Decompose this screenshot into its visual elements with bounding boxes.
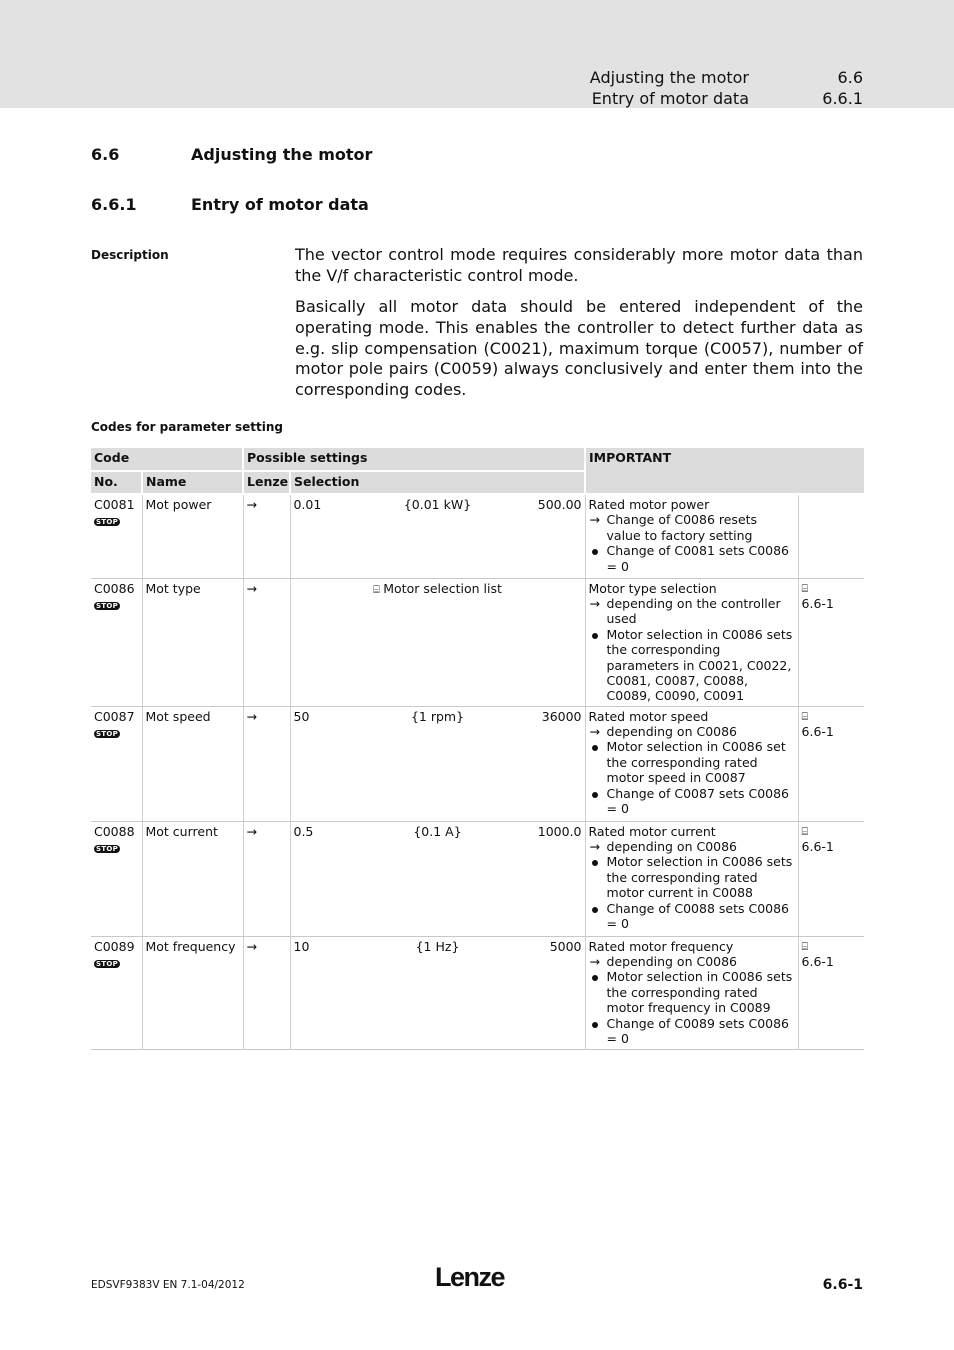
cell-name: Mot power [142,494,243,578]
cell-selection [290,494,585,578]
cell-reference [798,706,864,821]
header-section-title: Entry of motor data [591,89,749,108]
header-chapter-number: 6.6 [837,68,863,87]
description-label: Description [91,248,169,262]
note-item [589,901,795,932]
important-title: Rated motor frequency [588,938,734,954]
cell-code-no [91,494,142,578]
bullet-icon [590,543,604,558]
note-item [589,854,795,900]
note-text: depending on the controller used [606,595,781,627]
note-item [589,543,795,574]
section-number: 6.6 [91,145,120,164]
note-item [589,739,795,785]
selection-max: 500.00 [537,497,582,512]
bullet-icon [590,854,604,869]
arrow-right-icon: → [589,595,600,611]
reference-link[interactable]: 6.6-1 [801,723,834,739]
cell-name: Mot current [142,821,243,936]
arrow-right-icon: → [589,512,600,528]
cell-name: Mot speed [142,706,243,821]
selection-unit: {0.1 A} [413,823,462,839]
important-title: Motor type selection [588,580,717,596]
table-row [91,494,864,578]
arrow-right-icon: → [589,723,600,739]
stop-badge-icon: STOP [96,844,119,853]
cell-important [585,821,798,936]
note-item [589,512,795,543]
bullet-icon [590,739,604,754]
cell-code-no [91,578,142,706]
note-text: depending on C0086 [606,723,738,739]
book-icon: ⌸ [801,581,809,595]
cell-selection [290,578,585,706]
note-item [589,954,795,969]
bullet-icon [590,969,604,984]
header-lenze: Lenze [243,471,290,494]
note-item [589,969,795,1015]
cell-reference [798,821,864,936]
note-text: depending on C0086 [606,838,738,854]
header-section-number: 6.6.1 [822,89,863,108]
reference-link[interactable]: 6.6-1 [801,595,834,611]
selection-text: Motor selection list [383,580,502,596]
cell-lenze-arrow: → [243,821,290,936]
cell-selection [290,706,585,821]
cell-important [585,578,798,706]
cell-important [585,936,798,1049]
arrow-right-icon: → [589,953,600,969]
lenze-logo: Lenze [435,1262,505,1292]
table-row [91,706,864,821]
selection-min: 10 [293,938,310,954]
cell-lenze-arrow: → [243,936,290,1049]
code-number: C0089 [94,938,135,954]
cell-lenze-arrow: → [243,578,290,706]
book-icon: ⌸ [801,824,809,838]
important-title: Rated motor power [588,497,710,512]
header-selection: Selection [290,471,585,494]
cell-code-no [91,706,142,821]
stop-badge-icon: STOP [96,518,119,527]
selection-min: 0.5 [293,823,314,839]
section-title: Adjusting the motor [191,145,373,164]
note-text: depending on C0086 [606,953,738,969]
cell-reference [798,494,864,578]
note-text: Motor selection in C0086 sets the corresponding rated motor current in C0088 [606,854,793,901]
important-title: Rated motor speed [588,708,709,724]
note-text: Change of C0089 sets C0086 = 0 [606,1015,790,1046]
table-row [91,936,864,1049]
stop-badge-icon: STOP [96,601,119,610]
header-band [0,0,954,108]
selection-max: 36000 [541,708,582,724]
codes-table [91,448,864,1050]
note-text: Change of C0087 sets C0086 = 0 [606,785,790,816]
table-row [91,821,864,936]
note-text: Motor selection in C0086 sets the corresponding rated motor frequency in C0089 [606,969,793,1016]
selection-max: 1000.0 [537,823,582,839]
important-title: Rated motor current [588,823,716,839]
cell-lenze-arrow: → [243,706,290,821]
selection-min: 50 [293,708,310,724]
bullet-icon [590,786,604,801]
selection-min: 0.01 [293,497,322,512]
cell-code-no [91,821,142,936]
reference-link[interactable]: 6.6-1 [801,953,834,969]
bullet-icon [590,1016,604,1031]
code-number: C0088 [94,823,135,839]
note-item [589,1016,795,1047]
cell-important [585,706,798,821]
note-text: Change of C0086 resets value to factory setting [606,512,758,543]
note-item [589,596,795,627]
footer-document-id: EDSVF9383V EN 7.1-04/2012 [91,1279,245,1291]
book-icon: ⌸ [801,709,809,723]
header-no: No. [91,471,142,494]
description-paragraph-2: Basically all motor data should be entered independent of the operating mode. This enables the controller to detect further data as e.g. slip compensation (C0021), maximum torque (C0057), number of motor pole pairs (C0059) always conclusively and enter them into the corresponding codes. [295,297,863,400]
selection-unit: {1 rpm} [410,708,465,724]
cell-name: Mot type [142,578,243,706]
header-code: Code [91,448,243,471]
code-number: C0081 [94,497,135,512]
selection-unit: {1 Hz} [415,938,460,954]
stop-badge-icon: STOP [96,729,119,738]
selection-max: 5000 [549,938,582,954]
header-name: Name [142,471,243,494]
cell-reference [798,578,864,706]
note-item [589,627,795,704]
cell-name: Mot frequency [142,936,243,1049]
code-number: C0087 [94,708,135,724]
book-icon: ⌸ [373,582,384,596]
bullet-icon [590,627,604,642]
stop-badge-icon: STOP [96,959,119,968]
subsection-title: Entry of motor data [191,195,369,214]
book-icon: ⌸ [801,939,809,953]
cell-lenze-arrow: → [243,494,290,578]
header-possible-settings: Possible settings [243,448,585,471]
subsection-number: 6.6.1 [91,195,137,214]
cell-selection [290,821,585,936]
note-item [589,786,795,817]
code-number: C0086 [94,580,135,596]
note-text: Motor selection in C0086 set the corresponding rated motor speed in C0087 [606,739,786,786]
reference-link[interactable]: 6.6-1 [801,838,834,854]
note-text: Motor selection in C0086 sets the corresponding parameters in C0021, C0022, C0081, C0087, C0088, C0089, C0090, C0091 [606,626,793,704]
table-row [91,578,864,706]
note-text: Change of C0081 sets C0086 = 0 [606,543,790,574]
note-item [589,724,795,739]
arrow-right-icon: → [589,838,600,854]
cell-code-no [91,936,142,1049]
header-chapter-title: Adjusting the motor [589,68,749,87]
note-item [589,839,795,854]
cell-selection [290,936,585,1049]
description-paragraph-1: The vector control mode requires considerably more motor data than the V/f characteristic control mode. [295,245,863,285]
cell-reference [798,936,864,1049]
codes-label: Codes for parameter setting [91,420,283,434]
page-number: 6.6-1 [822,1277,863,1293]
bullet-icon [590,901,604,916]
header-important: IMPORTANT [585,448,864,494]
selection-unit: {0.01 kW} [403,497,472,512]
note-text: Change of C0088 sets C0086 = 0 [606,900,790,931]
cell-important [585,494,798,578]
